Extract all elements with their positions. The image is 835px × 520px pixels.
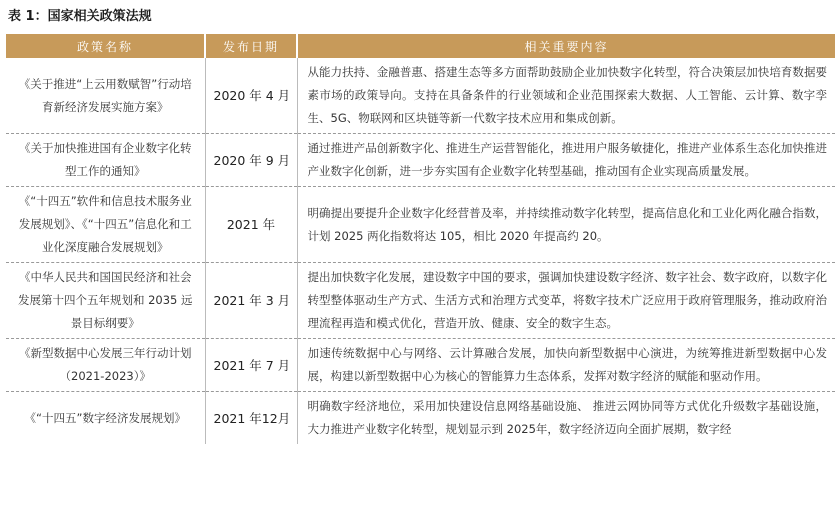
policy-name-cell: 《中华人民共和国国民经济和社会发展第十四个五年规划和 2035 远景目标纲要》 bbox=[6, 263, 205, 339]
header-release-date: 发布日期 bbox=[205, 34, 297, 58]
header-key-content: 相关重要内容 bbox=[297, 34, 835, 58]
release-date-cell: 2021 年 bbox=[205, 187, 297, 263]
table-row bbox=[6, 58, 835, 134]
release-date-cell: 2021 年 7 月 bbox=[205, 339, 297, 392]
table-title: 表 1：国家相关政策法规 bbox=[8, 9, 152, 24]
table-row bbox=[6, 263, 835, 339]
release-date-cell: 2020 年 9 月 bbox=[205, 134, 297, 187]
key-content-cell: 从能力扶持、金融普惠、搭建生态等多方面帮助鼓励企业加快数字化转型，符合决策层加快培育数据要素市场的政策导向。支持在具备条件的行业领域和企业范围探索大数据、人工智能、云计算、数字孪生、5G、物联网和区块链等新一代数字技术应用和集成创新。 bbox=[297, 58, 835, 134]
policy-name-cell: 《关于推进“上云用数赋智”行动培育新经济发展实施方案》 bbox=[6, 58, 205, 134]
header-policy-name: 政策名称 bbox=[6, 34, 205, 58]
table-row bbox=[6, 187, 835, 263]
policy-table bbox=[6, 34, 835, 444]
table-row bbox=[6, 134, 835, 187]
key-content-cell: 明确数字经济地位，采用加快建设信息网络基础设施、 推进云网协同等方式优化升级数字基础设施，大力推进产业数字化转型，规划显示到 2025年，数字经济迈向全面扩展期，数字经 bbox=[307, 399, 827, 436]
table-header-row bbox=[6, 34, 835, 58]
release-date-cell: 2021 年12月 bbox=[205, 392, 297, 445]
key-content-cell: 加速传统数据中心与网络、云计算融合发展，加快向新型数据中心演进，为统筹推进新型数据中心发展，构建以新型数据中心为核心的智能算力生态体系，发挥对数字经济的赋能和驱动作用。 bbox=[297, 339, 835, 392]
key-content-cell: 明确提出要提升企业数字化经营普及率，并持续推动数字化转型，提高信息化和工业化两化融合指数，计划 2025 两化指数将达 105，相比 2020 年提高约 20。 bbox=[297, 187, 835, 263]
policy-name-cell: 《“十四五”数字经济发展规划》 bbox=[6, 392, 205, 445]
policy-name-cell: 《“十四五”软件和信息技术服务业发展规划》、《“十四五”信息化和工业化深度融合发展规划》 bbox=[6, 187, 205, 263]
release-date-cell: 2021 年 3 月 bbox=[205, 263, 297, 339]
table-row bbox=[6, 339, 835, 392]
policy-name-cell: 《新型数据中心发展三年行动计划（2021-2023）》 bbox=[6, 339, 205, 392]
key-content-cell: 通过推进产品创新数字化、推进生产运营智能化，推进用户服务敏捷化，推进产业体系生态化加快推进产业数字化创新，进一步夯实国有企业数字化转型基础，推动国有企业实现高质量发展。 bbox=[297, 134, 835, 187]
release-date-cell: 2020 年 4 月 bbox=[205, 58, 297, 134]
policy-name-cell: 《关于加快推进国有企业数字化转型工作的通知》 bbox=[6, 134, 205, 187]
key-content-cell: 提出加快数字化发展，建设数字中国的要求，强调加快建设数字经济、数字社会、数字政府，以数字化转型整体驱动生产方式、生活方式和治理方式变革，将数字技术广泛应用于政府管理服务，推动政府治理流程再造和模式优化，营造开放、健康、安全的数字生态。 bbox=[297, 263, 835, 339]
table-row bbox=[6, 392, 835, 445]
